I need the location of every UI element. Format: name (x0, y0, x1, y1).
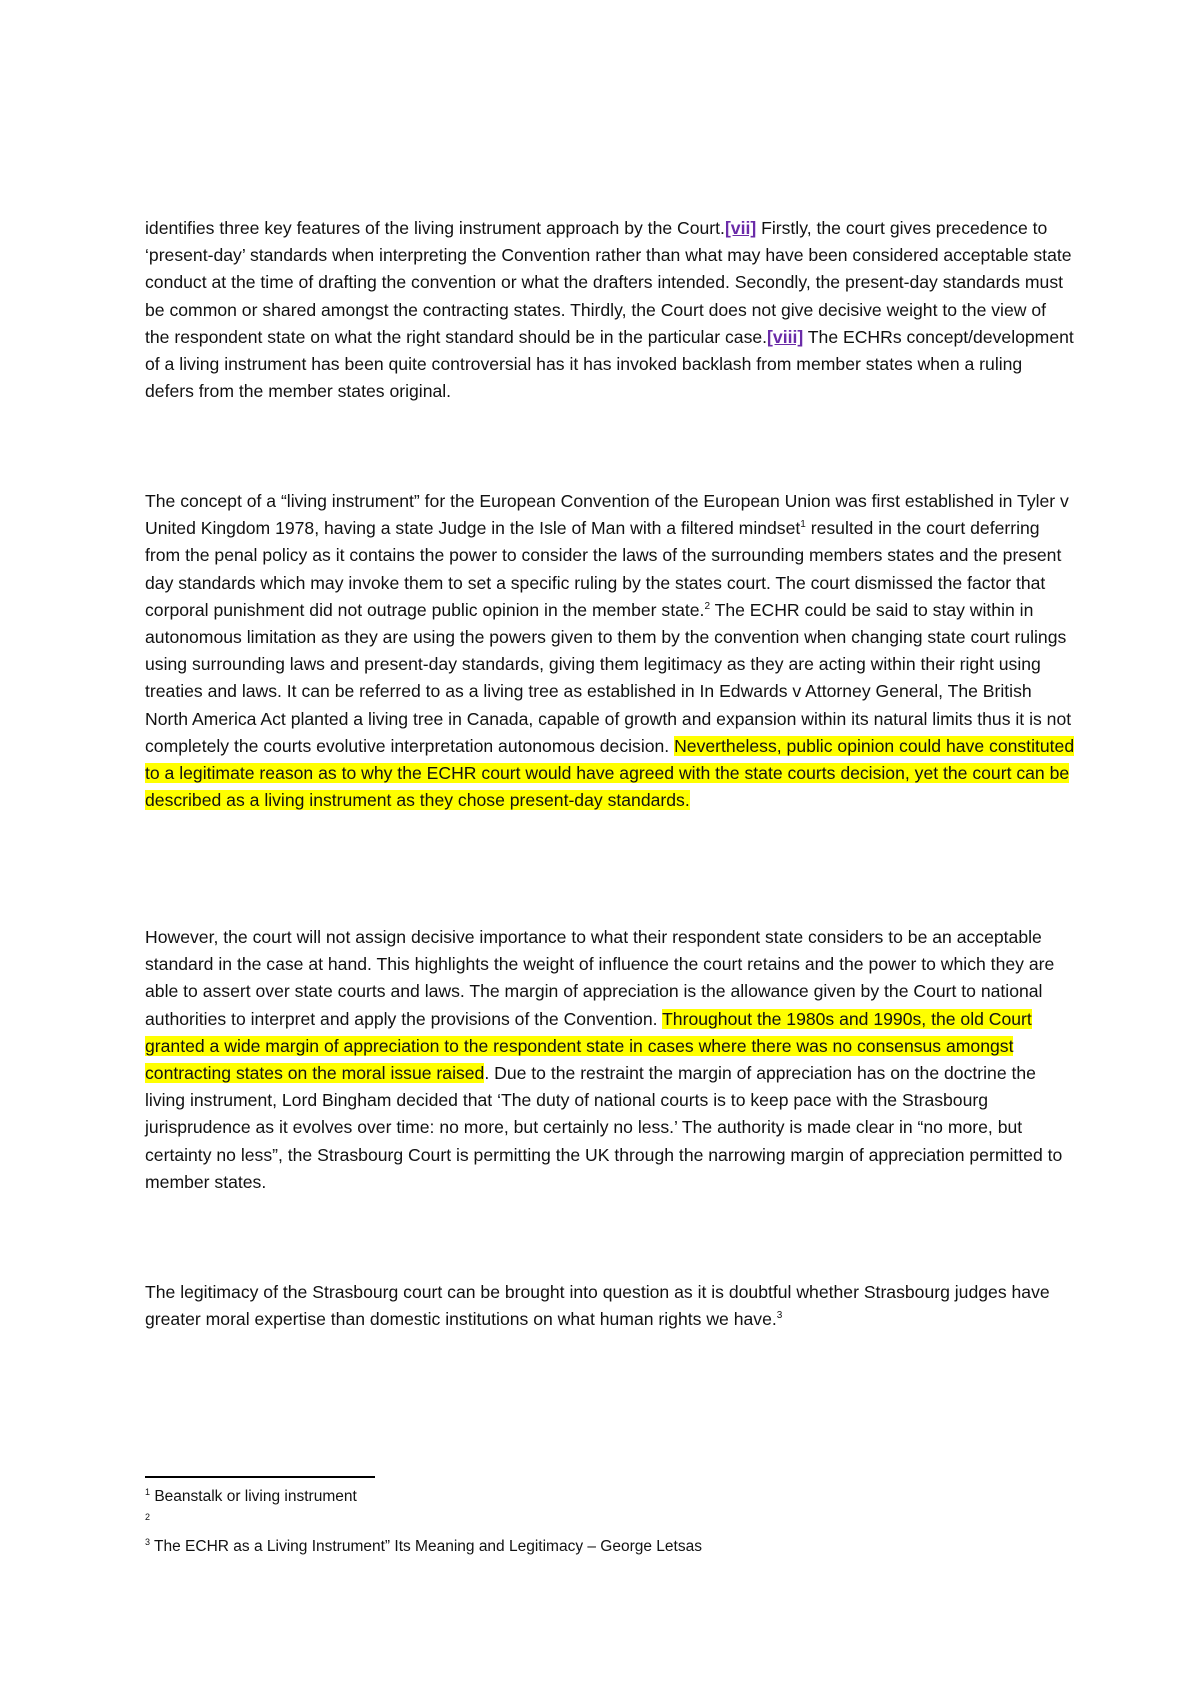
paragraph-text: Firstly, the court gives precedence to ‘present-day’ standards when interpreting the Convention rather than what may have been considered acceptable state conduct at the time of drafting the convention or what the drafters intended. Secondly, the present-day standards must be common or shared amongst the contracting states. Thirdly, the Court does not give decisive weight to the view of the respondent state on what the right standard should be in the particular case. (145, 218, 1072, 347)
footnote-number: 2 (145, 1511, 151, 1522)
endnote-link-vii[interactable]: [vii] (724, 218, 757, 238)
highlighted-text: Throughout the 1980s and 1990s, the old Court granted a wide margin of appreciation to the respondent state in cases where there was no consensus amongst contracting states on the moral issue raised (145, 1008, 1032, 1084)
footnotes-section (145, 1484, 1045, 1559)
footnote-text: Beanstalk or living instrument (150, 1488, 357, 1505)
paragraph-margin-of-appreciation (145, 924, 1075, 1196)
paragraph-text: . Due to the restraint the margin of appreciation has on the doctrine the living instrument, Lord Bingham decided that ‘The duty of national courts is to keep pace with the Strasbourg jurisprudence as it evolves over time: no more, but certainly no less.’ The authority is made clear in “no more, but certainty no less”, the Strasbourg Court is permitting the UK through the narrowing margin of appreciation permitted to member states. (145, 1063, 1063, 1192)
footnote-separator (145, 1476, 375, 1478)
paragraph-text: The concept of a “living instrument” for the European Convention of the European Union was first established in Tyler v United Kingdom 1978, having a state Judge in the Isle of Man with a filtered mindset (145, 491, 1069, 539)
footnote-ref-3[interactable]: 3 (776, 1310, 783, 1322)
footnote-number: 1 (145, 1486, 151, 1497)
footnote-ref-2[interactable]: 2 (704, 600, 710, 612)
footnote-1 (145, 1484, 1045, 1509)
highlighted-text: Nevertheless, public opinion could have constituted to a legitimate reason as to why the ECHR court would have agreed with the state courts decision, yet the court can be described as a living instrument as they chose present-day standards. (145, 735, 1075, 811)
paragraph-text: The ECHR could be said to stay within in autonomous limitation as they are using the powers given to them by the convention when changing state court rulings using surrounding laws and present-day standards, giving them legitimacy as they are acting within their right using treaties and laws. It can be referred to as a living tree as established in In Edwards v Attorney General, The British North America Act planted a living tree in Canada, capable of growth and expansion within its natural limits thus it is not completely the courts evolutive interpretation autonomous decision. (145, 599, 1072, 756)
paragraph-legitimacy (145, 1279, 1075, 1333)
footnote-2 (145, 1509, 1045, 1534)
footnote-ref-1[interactable]: 1 (800, 519, 806, 531)
paragraph-text: resulted in the court deferring from the penal policy as it contains the power to consider the laws of the surrounding members states and the present day standards which may invoke them to set a specific ruling by the states court. The court dismissed the factor that corporal punishment did not outrage public opinion in the member state. (145, 518, 1062, 620)
paragraph-text: identifies three key features of the living instrument approach by the Court. (145, 218, 725, 238)
paragraph-text: The ECHRs concept/development of a living instrument has been quite controversial has it has invoked backlash from member states when a ruling defers from the member states original. (145, 326, 1074, 402)
footnote-number: 3 (145, 1536, 151, 1547)
paragraph-living-instrument-features (145, 215, 1075, 405)
paragraph-text: However, the court will not assign decisive importance to what their respondent state considers to be an acceptable standard in the case at hand. This highlights the weight of influence the court retains and the power to which they are able to assert over state courts and laws. The margin of appreciation is the allowance given by the Court to national authorities to interpret and apply the provisions of the Convention. (145, 927, 1055, 1029)
footnote-3 (145, 1534, 1045, 1559)
paragraph-text: The legitimacy of the Strasbourg court can be brought into question as it is doubtful whether Strasbourg judges have greater moral expertise than domestic institutions on what human rights we have. (145, 1282, 1050, 1330)
footnote-text: The ECHR as a Living Instrument” Its Meaning and Legitimacy – George Letsas (150, 1538, 702, 1555)
endnote-link-viii[interactable]: [viii] (767, 326, 804, 347)
paragraph-tyler-v-uk (145, 488, 1075, 814)
